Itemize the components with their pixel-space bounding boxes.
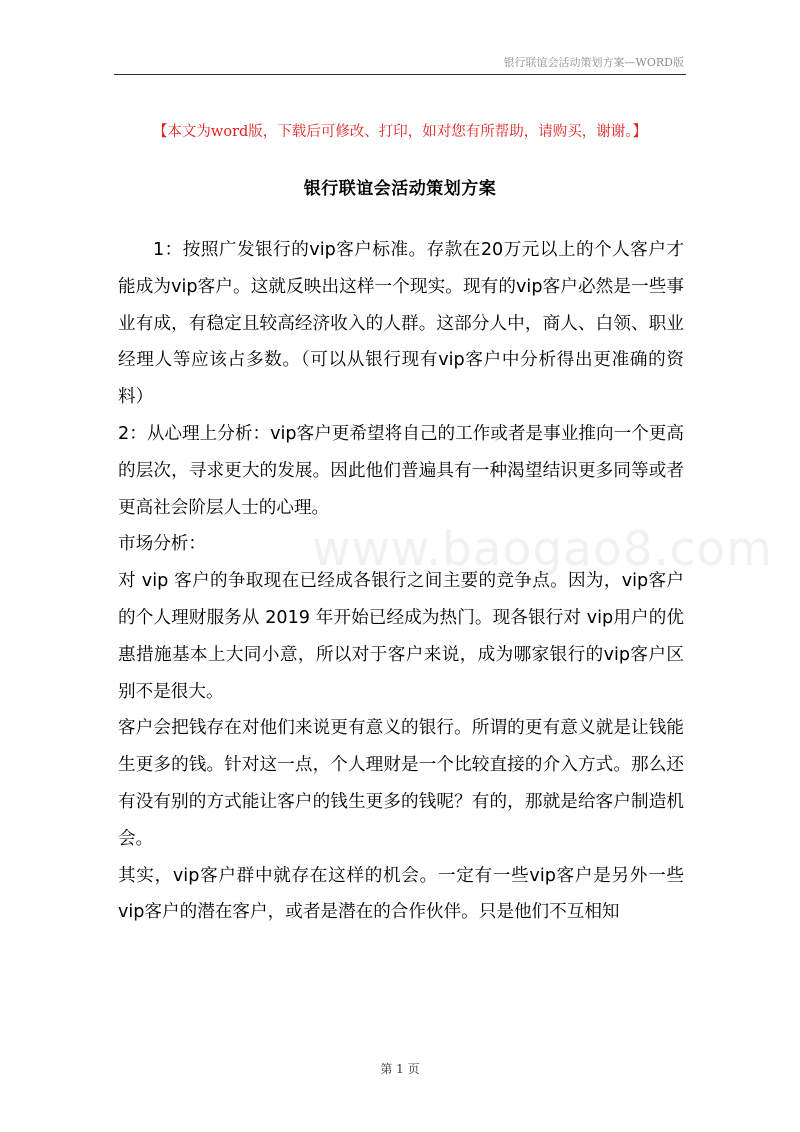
download-notice: 【本文为word版，下载后可修改、打印，如对您有所帮助，请购买，谢谢。】 xyxy=(152,124,648,140)
document-title: 银行联谊会活动策划方案 xyxy=(303,179,497,199)
paragraph: 2：从心理上分析：vip客户更希望将自己的工作或者是事业推向一个更高的层次，寻求更大的发展。因此他们普遍具有一种渴望结识更多同等或者更高社会阶层人士的心理。 xyxy=(118,423,684,518)
header-divider xyxy=(114,74,686,75)
document-body xyxy=(118,232,684,931)
running-header: 银行联谊会活动策划方案—WORD版 xyxy=(503,56,684,69)
section-heading: 市场分析： xyxy=(118,534,206,555)
watermark: www.baogao8.com xyxy=(312,522,773,577)
paragraph: 对 vip 客户的争取现在已经成各银行之间主要的竞争点。因为，vip客户的个人理财服务从 2019 年开始已经成为热门。现各银行对 vip用户的优惠措施基本上大同小意，所以对于客户来说，成为哪家银行的vip客户区别不是很大。 xyxy=(118,571,684,702)
paragraph: 1：按照广发银行的vip客户标准。存款在20万元以上的个人客户才能成为vip客户。这就反映出这样一个现实。现有的vip客户必然是一些事业有成，有稳定且较高经济收入的人群。这部分人中，商人、白领、职业经理人等应该占多数。（可以从银行现有vip客户中分析得出更准确的资料） xyxy=(118,240,684,408)
page-number: 第 1 页 xyxy=(380,1062,420,1076)
paragraph: 其实，vip客户群中就存在这样的机会。一定有一些vip客户是另外一些vip客户的潜在客户，或者是潜在的合作伙伴。只是他们不互相知 xyxy=(118,865,684,923)
paragraph: 客户会把钱存在对他们来说更有意义的银行。所谓的更有意义就是让钱能生更多的钱。针对这一点，个人理财是一个比较直接的介入方式。那么还有没有别的方式能让客户的钱生更多的钱呢？有的，那就是给客户制造机会。 xyxy=(118,718,684,849)
